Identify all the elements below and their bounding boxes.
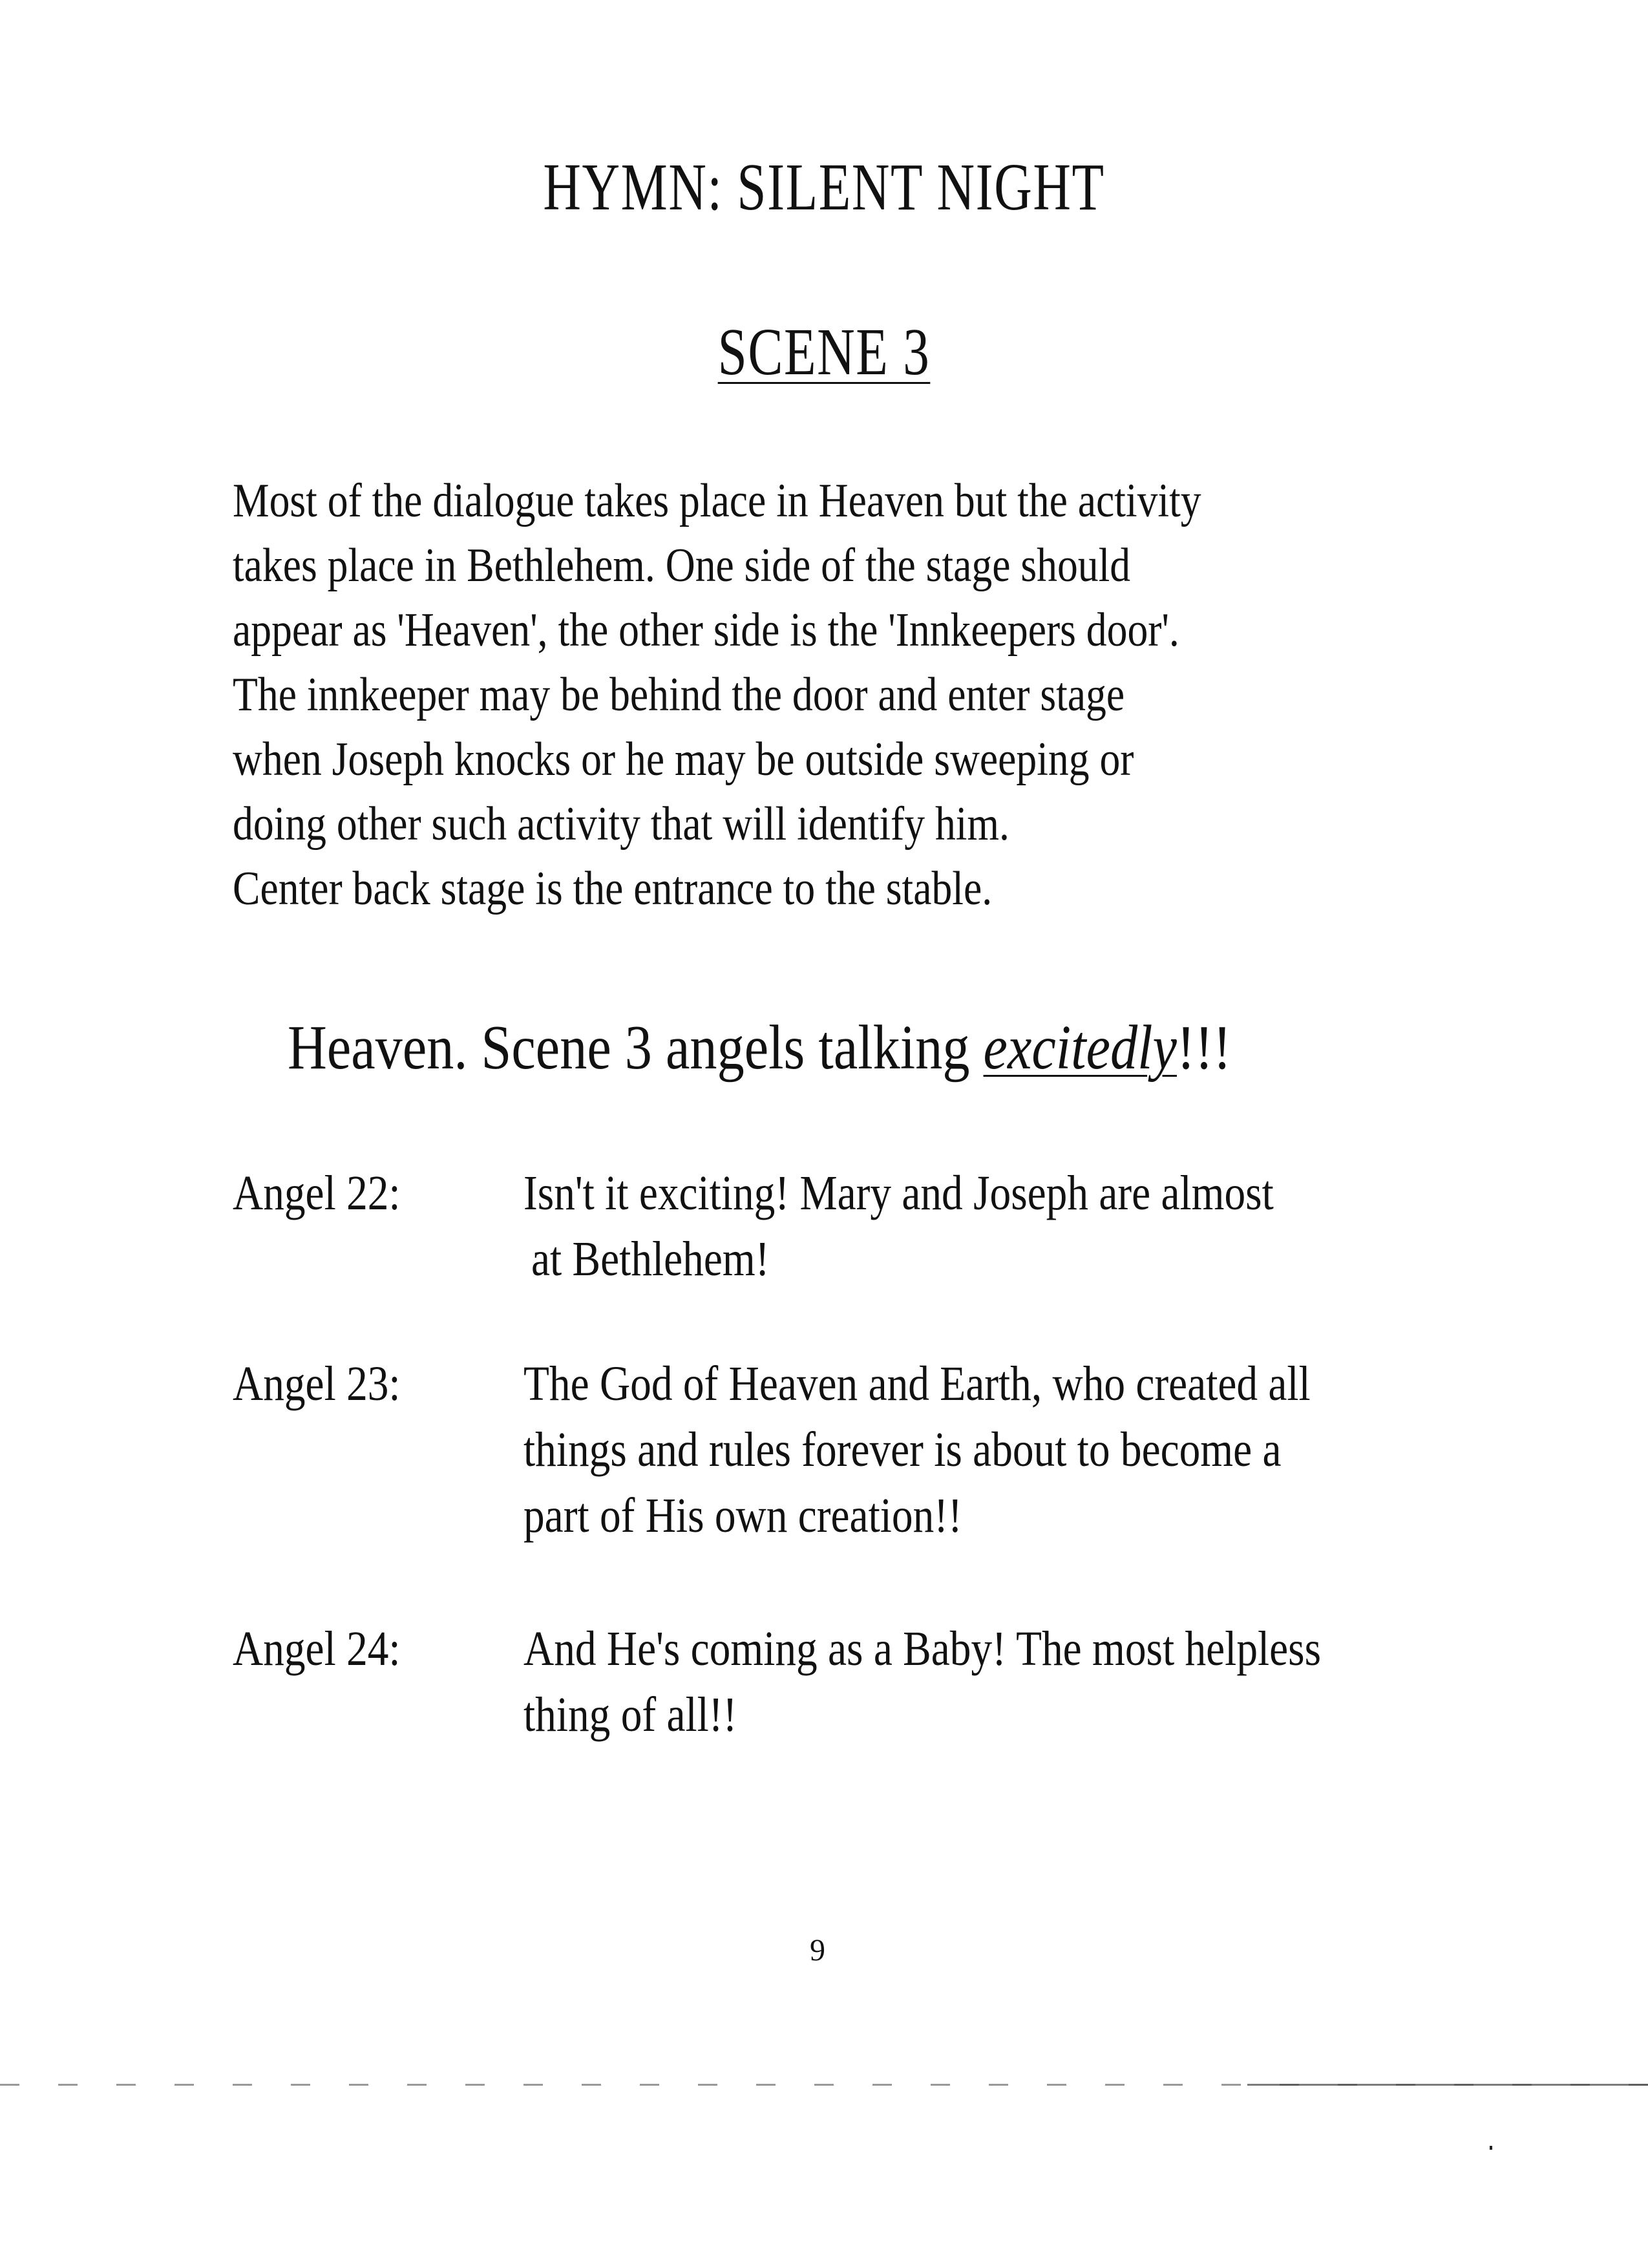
scene-title [182, 313, 1467, 390]
dialogue-line: things and rules forever is about to become a [523, 1423, 1282, 1477]
scene-heading-suffix: !!! [1176, 1013, 1232, 1083]
page-number: 9 [810, 1933, 825, 1967]
dialogue-line: at Bethlehem! [531, 1232, 770, 1286]
scan-artifact-line [1247, 2084, 1648, 2086]
stage-directions [233, 469, 1461, 921]
stage-direction-line: doing other such activity that will identify him. [233, 798, 1009, 851]
dialogue-line: The God of Heaven and Earth, who created all [523, 1357, 1311, 1411]
stage-direction-line: The innkeeper may be behind the door and enter stage [233, 668, 1125, 721]
stage-direction-line: when Joseph knocks or he may be outside sweeping or [233, 733, 1134, 786]
dialogue-line: Isn't it exciting! Mary and Joseph are almost [523, 1166, 1274, 1220]
scene-title-text: SCENE 3 [717, 315, 931, 389]
dialogue-line: And He's coming as a Baby! The most helpless [523, 1622, 1322, 1676]
speaker-label: Angel 24: [233, 1622, 401, 1676]
dialogue-line: part of His own creation!! [523, 1489, 962, 1543]
dialogue-text [523, 1160, 1493, 1292]
hymn-title: HYMN: SILENT NIGHT [543, 150, 1105, 224]
stage-direction-line: Most of the dialogue takes place in Heaven but the activity [233, 474, 1201, 527]
dialogue-text [523, 1616, 1493, 1748]
stage-direction-line: appear as 'Heaven', the other side is the 'Innkeepers door'. [233, 604, 1179, 657]
scene-heading-prefix: Heaven. Scene 3 angels talking [288, 1013, 984, 1083]
scene-heading [288, 1012, 1231, 1084]
speaker-label: Angel 22: [233, 1166, 401, 1220]
speaker-label: Angel 23: [233, 1357, 401, 1411]
scene-heading-emphasis: excitedly [983, 1013, 1177, 1083]
scan-artifact-dot [1490, 2146, 1492, 2150]
stage-direction-line: Center back stage is the entrance to the stable. [233, 862, 993, 915]
dialogue-text [523, 1351, 1493, 1549]
dialogue-line: thing of all!! [523, 1688, 737, 1742]
stage-direction-line: takes place in Bethlehem. One side of the stage should [233, 539, 1131, 592]
